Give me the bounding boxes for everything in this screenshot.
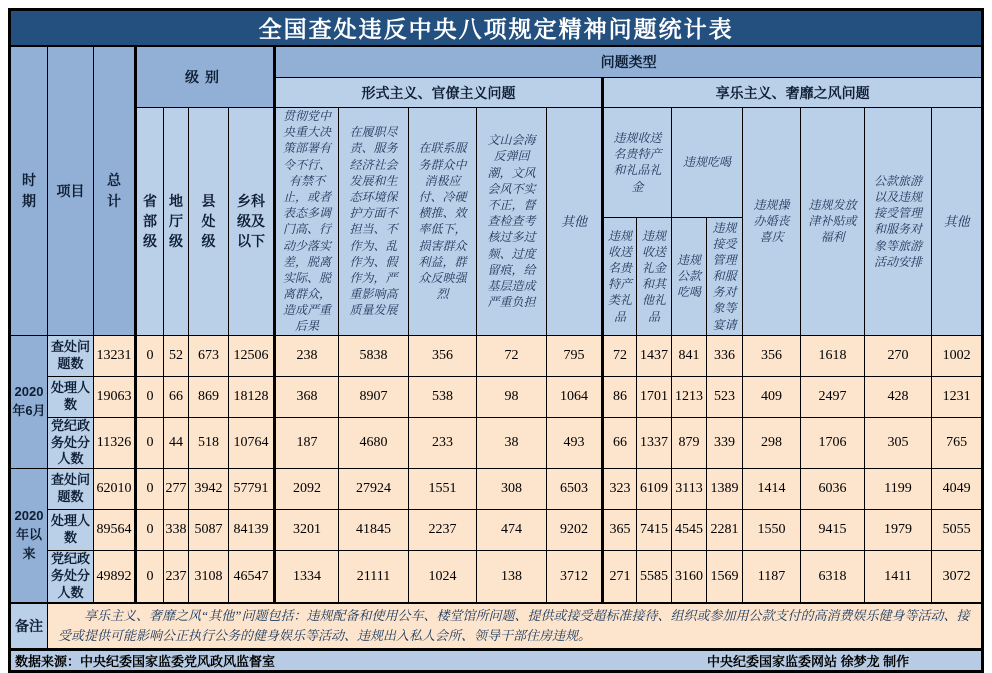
data-cell: 0 <box>136 335 164 376</box>
data-cell: 1334 <box>275 551 339 603</box>
data-cell: 1187 <box>743 551 801 603</box>
data-cell: 2092 <box>275 469 339 510</box>
data-cell: 308 <box>477 469 547 510</box>
data-cell: 49892 <box>94 551 136 603</box>
data-cell: 356 <box>409 335 477 376</box>
data-cell: 323 <box>603 469 637 510</box>
data-cell: 3072 <box>932 551 983 603</box>
header-row-3 <box>10 108 983 218</box>
data-cell: 338 <box>164 510 189 551</box>
data-cell: 795 <box>547 335 603 376</box>
item-cell: 党纪政务处分人数 <box>48 551 94 603</box>
data-cell: 1414 <box>743 469 801 510</box>
data-cell: 0 <box>136 510 164 551</box>
data-cell: 46547 <box>229 551 275 603</box>
data-cell: 19063 <box>94 376 136 417</box>
data-cell: 841 <box>672 335 707 376</box>
data-cell: 57791 <box>229 469 275 510</box>
data-cell: 1213 <box>672 376 707 417</box>
data-cell: 38 <box>477 417 547 469</box>
header-formalism-col-3: 文山会海反弹回潮，文风会风不实不正，督查检查考核过多过频、过度留痕，给基层造成严重负担 <box>477 108 547 336</box>
data-cell: 8907 <box>339 376 409 417</box>
data-cell: 1551 <box>409 469 477 510</box>
data-cell: 66 <box>603 417 637 469</box>
page-title: 全国查处违反中央八项规定精神问题统计表 <box>10 10 983 46</box>
header-gifts-group: 违规收送名贵特产和礼品礼金 <box>603 108 672 218</box>
data-cell: 270 <box>865 335 932 376</box>
data-cell: 9415 <box>801 510 865 551</box>
data-cell: 356 <box>743 335 801 376</box>
data-cell: 98 <box>477 376 547 417</box>
data-cell: 86 <box>603 376 637 417</box>
item-cell: 处理人数 <box>48 376 94 417</box>
data-cell: 187 <box>275 417 339 469</box>
data-cell: 518 <box>189 417 229 469</box>
credit: 中央纪委国家监委网站 徐梦龙 制作 <box>706 654 910 670</box>
data-cell: 305 <box>865 417 932 469</box>
remark-row <box>10 603 983 650</box>
data-cell: 3201 <box>275 510 339 551</box>
header-row-1 <box>10 46 983 78</box>
item-cell: 查处问题数 <box>48 335 94 376</box>
data-cell: 336 <box>707 335 743 376</box>
data-cell: 1437 <box>637 335 672 376</box>
remark-label: 备注 <box>10 603 48 650</box>
data-cell: 1569 <box>707 551 743 603</box>
header-level-col-prefecture: 地厅级 <box>164 108 189 336</box>
data-cell: 3113 <box>672 469 707 510</box>
remark-text: 享乐主义、奢靡之风“其他”问题包括：违规配备和使用公车、楼堂馆所问题、提供或接受超标准接待、组织或参加用公款支付的高消费娱乐健身等活动、接受或提供可能影响公正执行公务的健身娱乐等活动、违规出入私人会所、领导干部住房违规。 <box>58 607 970 644</box>
header-hedonism-col-allowances: 违规发放津补贴或福利 <box>801 108 865 336</box>
data-cell: 1618 <box>801 335 865 376</box>
data-cell: 233 <box>409 417 477 469</box>
data-cell: 9202 <box>547 510 603 551</box>
header-hedonism-col-wedding-funeral: 违规操办婚丧喜庆 <box>743 108 801 336</box>
data-cell: 1002 <box>932 335 983 376</box>
data-cell: 2497 <box>801 376 865 417</box>
data-cell: 0 <box>136 376 164 417</box>
item-cell: 处理人数 <box>48 510 94 551</box>
title-row <box>10 10 983 46</box>
data-cell: 41845 <box>339 510 409 551</box>
header-period-label: 时期 <box>21 172 36 209</box>
data-cell: 6503 <box>547 469 603 510</box>
data-cell: 1550 <box>743 510 801 551</box>
data-cell: 21111 <box>339 551 409 603</box>
data-cell: 52 <box>164 335 189 376</box>
data-cell: 365 <box>603 510 637 551</box>
data-cell: 673 <box>189 335 229 376</box>
data-cell: 4545 <box>672 510 707 551</box>
footer-bar <box>10 650 983 672</box>
item-cell: 查处问题数 <box>48 469 94 510</box>
data-cell: 493 <box>547 417 603 469</box>
data-cell: 6109 <box>637 469 672 510</box>
item-cell: 党纪政务处分人数 <box>48 417 94 469</box>
header-hedonism-col-other: 其他 <box>932 108 983 336</box>
table-row <box>10 469 983 510</box>
data-cell: 12506 <box>229 335 275 376</box>
data-cell: 4049 <box>932 469 983 510</box>
table-row <box>10 335 983 376</box>
data-cell: 11326 <box>94 417 136 469</box>
data-cell: 879 <box>672 417 707 469</box>
data-cell: 277 <box>164 469 189 510</box>
data-cell: 10764 <box>229 417 275 469</box>
data-cell: 869 <box>189 376 229 417</box>
header-dining-col-public-funds: 违规公款吃喝 <box>672 217 707 335</box>
period-cell: 2020年以来 <box>10 469 48 603</box>
data-cell: 84139 <box>229 510 275 551</box>
data-cell: 339 <box>707 417 743 469</box>
data-cell: 1199 <box>865 469 932 510</box>
data-cell: 5585 <box>637 551 672 603</box>
data-cell: 44 <box>164 417 189 469</box>
data-cell: 765 <box>932 417 983 469</box>
data-cell: 89564 <box>94 510 136 551</box>
data-cell: 237 <box>164 551 189 603</box>
period-cell: 2020年6月 <box>10 335 48 469</box>
data-cell: 3712 <box>547 551 603 603</box>
data-cell: 474 <box>477 510 547 551</box>
data-cell: 271 <box>603 551 637 603</box>
header-gifts-col-specialty: 违规收送名贵特产类礼品 <box>603 217 637 335</box>
header-formalism-col-1: 在履职尽责、服务经济社会发展和生态环境保护方面不担当、不作为、乱作为、假作为，严重影响高质量发展 <box>339 108 409 336</box>
statistics-table <box>8 8 984 673</box>
data-cell: 428 <box>865 376 932 417</box>
table-row <box>10 417 983 469</box>
data-cell: 7415 <box>637 510 672 551</box>
data-cell: 1701 <box>637 376 672 417</box>
header-formalism-col-other: 其他 <box>547 108 603 336</box>
header-dining-group: 违规吃喝 <box>672 108 743 218</box>
data-cell: 1337 <box>637 417 672 469</box>
header-gifts-col-money: 违规收送礼金和其他礼品 <box>637 217 672 335</box>
data-cell: 368 <box>275 376 339 417</box>
data-cell: 4680 <box>339 417 409 469</box>
header-level-col-county: 县处级 <box>189 108 229 336</box>
data-cell: 298 <box>743 417 801 469</box>
data-cell: 1411 <box>865 551 932 603</box>
data-cell: 523 <box>707 376 743 417</box>
data-cell: 5838 <box>339 335 409 376</box>
data-cell: 2281 <box>707 510 743 551</box>
data-cell: 5055 <box>932 510 983 551</box>
data-cell: 66 <box>164 376 189 417</box>
data-cell: 72 <box>603 335 637 376</box>
data-cell: 138 <box>477 551 547 603</box>
data-cell: 0 <box>136 551 164 603</box>
header-level-group: 级别 <box>136 46 275 108</box>
data-cell: 2237 <box>409 510 477 551</box>
data-cell: 538 <box>409 376 477 417</box>
data-cell: 27924 <box>339 469 409 510</box>
header-level-col-provincial: 省部级 <box>136 108 164 336</box>
data-cell: 1024 <box>409 551 477 603</box>
data-cell: 3108 <box>189 551 229 603</box>
data-cell: 1979 <box>865 510 932 551</box>
remark-cell <box>48 603 983 650</box>
data-cell: 1389 <box>707 469 743 510</box>
data-cell: 1706 <box>801 417 865 469</box>
header-dining-col-banquets: 违规接受管理和服务对象等宴请 <box>707 217 743 335</box>
header-total <box>94 46 136 336</box>
header-level-col-township: 乡科级及以下 <box>229 108 275 336</box>
data-cell: 0 <box>136 469 164 510</box>
data-cell: 3160 <box>672 551 707 603</box>
data-cell: 13231 <box>94 335 136 376</box>
header-total-label: 总计 <box>106 172 121 209</box>
data-cell: 409 <box>743 376 801 417</box>
table-row <box>10 551 983 603</box>
data-cell: 5087 <box>189 510 229 551</box>
data-cell: 3942 <box>189 469 229 510</box>
data-cell: 1064 <box>547 376 603 417</box>
header-hedonism-col-travel: 公款旅游以及违规接受管理和服务对象等旅游活动安排 <box>865 108 932 336</box>
data-cell: 6036 <box>801 469 865 510</box>
data-source: 数据来源：中央纪委国家监委党风政风监督室 <box>15 654 276 670</box>
table-row <box>10 510 983 551</box>
data-cell: 6318 <box>801 551 865 603</box>
data-cell: 0 <box>136 417 164 469</box>
header-period <box>10 46 48 336</box>
data-cell: 1231 <box>932 376 983 417</box>
header-item: 项目 <box>48 46 94 336</box>
data-cell: 238 <box>275 335 339 376</box>
header-formalism-group: 形式主义、官僚主义问题 <box>275 78 603 108</box>
header-formalism-col-0: 贯彻党中央重大决策部署有令不行、有禁不止，或者表态多调门高、行动少落实差，脱离实际、脱离群众，造成严重后果 <box>275 108 339 336</box>
data-cell: 62010 <box>94 469 136 510</box>
data-cell: 72 <box>477 335 547 376</box>
header-formalism-col-2: 在联系服务群众中消极应付、冷硬横推、效率低下，损害群众利益，群众反映强烈 <box>409 108 477 336</box>
footer-row <box>10 650 983 672</box>
header-problem-type: 问题类型 <box>275 46 983 78</box>
table-row <box>10 376 983 417</box>
data-cell: 18128 <box>229 376 275 417</box>
header-hedonism-group: 享乐主义、奢靡之风问题 <box>603 78 983 108</box>
